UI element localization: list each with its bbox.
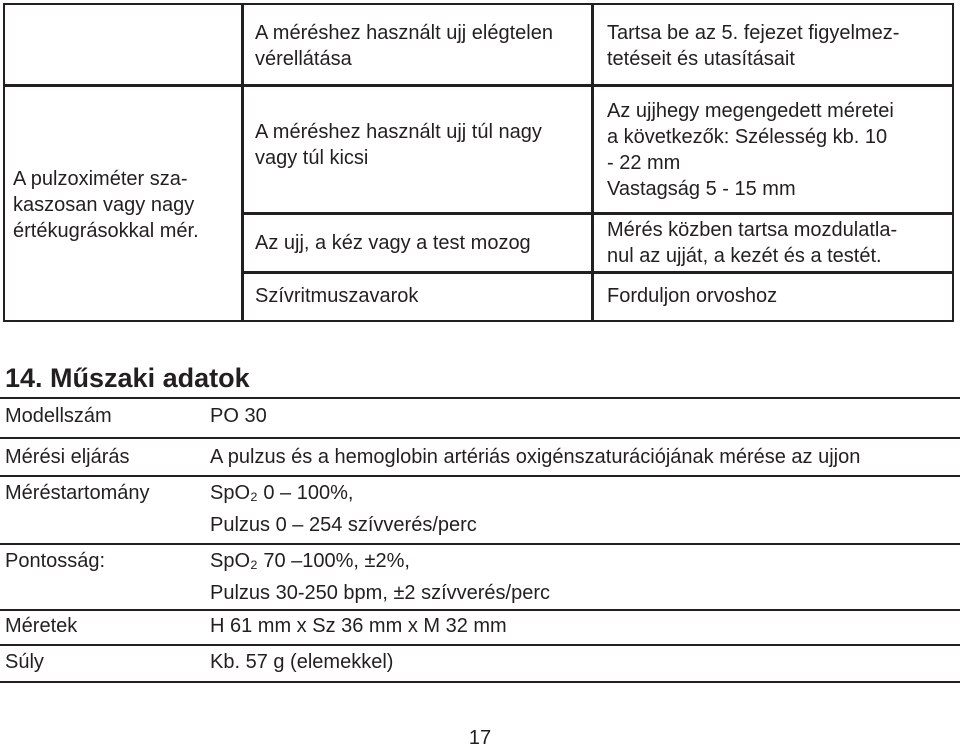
spec-label: Súly: [5, 651, 44, 673]
remedy-cell: Az ujjhegy megengedett méretei a következők: Szélesség kb. 10 - 22 mm Vastagság 5 - 15 mm: [607, 100, 894, 200]
spec-rule: [0, 681, 960, 683]
spec-rule: [0, 437, 960, 439]
spec-label: Méretek: [5, 615, 78, 637]
spec-label: Méréstartomány: [5, 482, 150, 504]
spec-value: SpO₂ 70 –100%, ±2%, Pulzus 30-250 bpm, ±2 szívverés/perc: [210, 550, 551, 604]
spec-rule: [0, 644, 960, 646]
remedy-cell: Mérés közben tartsa mozdulatla- nul az ujját, a kezét és a testét.: [607, 218, 898, 267]
cause-cell: Szívritmuszavarok: [255, 285, 419, 307]
spec-value: Kb. 57 g (elemekkel): [210, 651, 394, 673]
section-title: 14. Műszaki adatok: [5, 363, 250, 393]
spec-value: PO 30: [210, 405, 267, 427]
cause-cell: A méréshez használt ujj elégtelen vérellátása: [255, 21, 553, 70]
remedy-cell: Tartsa be az 5. fejezet figyelmez- tetéseit és utasításait: [607, 21, 900, 70]
spec-label: Pontosság:: [5, 550, 106, 572]
spec-label: Modellszám: [5, 405, 112, 427]
cause-cell: A méréshez használt ujj túl nagy vagy túl kicsi: [255, 121, 542, 169]
troubleshooting-table: [3, 3, 954, 322]
cause-cell: Az ujj, a kéz vagy a test mozog: [255, 231, 531, 254]
problem-cell: A pulzoximéter sza- kaszosan vagy nagy értékugrásokkal mér.: [13, 167, 199, 242]
page-number: 17: [468, 727, 492, 749]
remedy-cell: Forduljon orvoshoz: [607, 285, 778, 307]
spec-value: SpO₂ 0 – 100%, Pulzus 0 – 254 szívverés/perc: [210, 482, 477, 536]
spec-value: A pulzus és a hemoglobin artériás oxigénszaturációjának mérése az ujjon: [210, 446, 861, 468]
spec-label: Mérési eljárás: [5, 446, 130, 468]
spec-rule: [0, 397, 960, 399]
spec-value: H 61 mm x Sz 36 mm x M 32 mm: [210, 615, 507, 637]
